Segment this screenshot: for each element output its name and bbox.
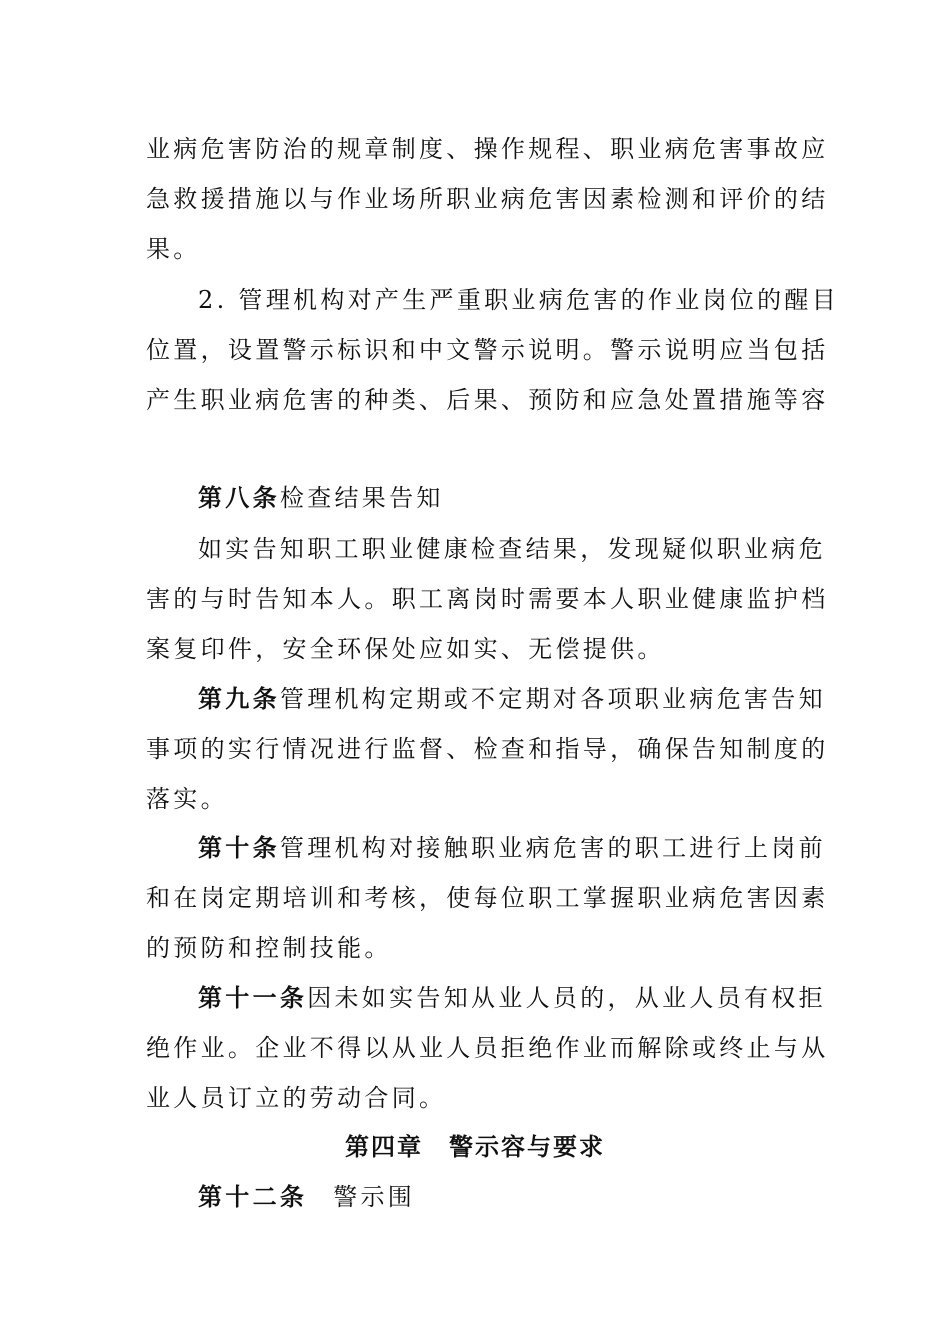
paragraph-line: 害的与时告知本人。职工离岗时需要本人职业健康监护档 [146,585,829,613]
article-heading: 第八条 [198,483,280,512]
paragraph-line: 2. 管理机构对产生严重职业病危害的作业岗位的醒目 [198,286,840,314]
chapter-title: 第四章 警示容与要求 [345,1132,605,1161]
article-text: 管理机构对接触职业病危害的职工进行上岗前 [279,834,826,862]
article-text: 管理机构定期或不定期对各项职业病危害告知 [279,685,826,713]
article-heading: 第十二条 [198,1182,308,1211]
article-title: 警示围 [333,1183,416,1211]
paragraph-line: 果。 [146,235,201,263]
paragraph-line: 产生职业病危害的种类、后果、预防和应急处置措施等容 [146,386,829,414]
article-9-line [198,683,826,715]
article-title: 检查结果告知 [279,484,444,512]
article-heading: 第九条 [198,684,280,713]
paragraph-line: 绝作业。企业不得以从业人员拒绝作业而解除或终止与从 [146,1034,829,1062]
article-10-line [198,832,826,864]
article-heading: 第十条 [198,833,280,862]
paragraph-line: 急救援措施以与作业场所职业病危害因素检测和评价的结 [146,185,829,213]
article-heading: 第十一条 [198,983,308,1012]
paragraph-line: 业病危害防治的规章制度、操作规程、职业病危害事故应 [146,135,829,163]
paragraph-line: 位置，设置警示标识和中文警示说明。警示说明应当包括 [146,336,829,364]
paragraph-line: 的预防和控制技能。 [146,934,392,962]
paragraph-line: 业人员订立的劳动合同。 [146,1084,447,1112]
paragraph-line: 和在岗定期培训和考核，使每位职工掌握职业病危害因素 [146,884,829,912]
paragraph-line: 案复印件，安全环保处应如实、无偿提供。 [146,635,665,663]
paragraph-line: 如实告知职工职业健康检查结果，发现疑似职业病危 [198,535,826,563]
article-8-heading-line [198,482,878,514]
paragraph-line: 落实。 [146,785,228,813]
paragraph-line: 事项的实行情况进行监督、检查和指导，确保告知制度的 [146,735,829,763]
article-text: 因未如实告知从业人员的，从业人员有权拒 [307,984,826,1012]
article-12-heading-line [198,1181,878,1213]
article-11-line [198,982,826,1014]
